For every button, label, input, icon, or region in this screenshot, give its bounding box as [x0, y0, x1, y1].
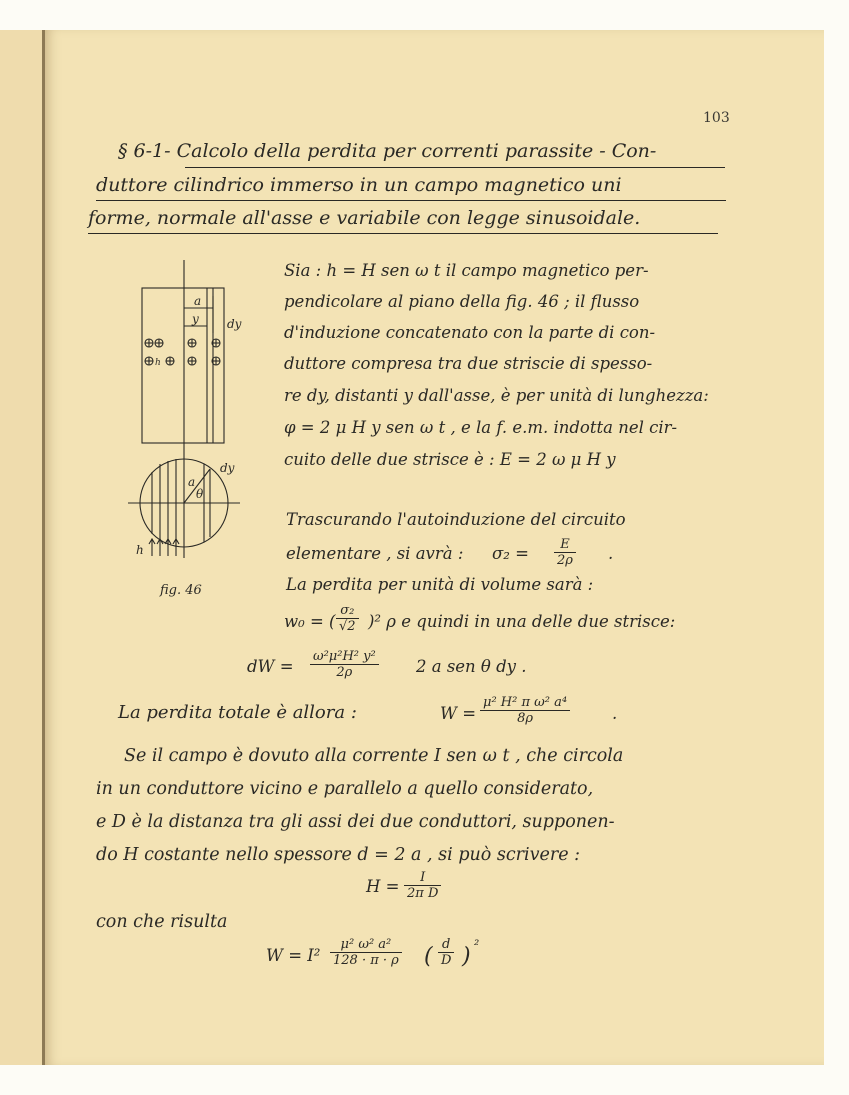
previous-page-edge — [0, 30, 44, 1065]
fig-label-a-circle: a — [188, 475, 196, 489]
figure-46 — [100, 258, 260, 598]
para1-line-6: φ = 2 μ H y sen ω t , e la f. e.m. indotta nel cir- — [284, 418, 678, 437]
h-denominator: 2π D — [407, 886, 439, 901]
page-number: 103 — [703, 110, 730, 126]
fig-label-theta: θ — [196, 487, 204, 501]
sigma-lhs: σ₂ = — [492, 544, 529, 563]
final-ratio — [438, 937, 454, 968]
final-ratio-numerator: d — [438, 937, 454, 953]
title-underline-1 — [185, 167, 725, 168]
dw-lhs: dW = — [247, 657, 294, 676]
fig-label-a: a — [194, 294, 202, 308]
final-close-paren: ) — [462, 944, 471, 969]
para1-line-1: Sia : h = H sen ω t il campo magnetico per- — [284, 261, 649, 280]
final-ratio-denominator: D — [441, 953, 452, 968]
h-lhs: H = — [366, 877, 400, 896]
w-denominator: 8ρ — [517, 711, 533, 726]
fig-label-h-marker: h — [155, 358, 161, 368]
title-underline-2 — [96, 200, 726, 201]
h-fraction — [404, 870, 441, 901]
w0-rhs: )² ρ e quindi in una delle due strisce: — [368, 612, 676, 631]
w-fraction — [480, 695, 570, 726]
para2-line-1: Trascurando l'autoinduzione del circuito — [286, 510, 626, 529]
para1-line-2: pendicolare al piano della fig. 46 ; il flusso — [284, 292, 640, 311]
section-title-line-2: duttore cilindrico immerso in un campo magnetico uni — [96, 174, 622, 196]
para1-line-4: duttore compresa tra due striscie di spesso- — [284, 354, 653, 373]
para3-line-2: in un conduttore vicino e parallelo a quello considerato, — [96, 779, 594, 799]
para1-line-5: re dy, distanti y dall'asse, è per unità di lunghezza: — [284, 386, 709, 405]
para1-line-3: d'induzione concatenato con la parte di con- — [284, 323, 656, 342]
para1-line-7: cuito delle due strisce è : E = 2 ω μ H y — [284, 450, 616, 469]
w0-lhs: w₀ = ( — [284, 612, 336, 631]
section-title-line-3: forme, normale all'asse e variabile con legge sinusoidale. — [88, 207, 641, 229]
h-numerator: I — [404, 870, 441, 886]
final-numerator: μ² ω² a² — [330, 937, 402, 953]
para3-line-1: Se il campo è dovuto alla corrente I sen ω t , che circola — [124, 746, 624, 766]
con-che-text: con che risulta — [96, 912, 228, 932]
final-lhs: W = I² — [266, 946, 321, 965]
final-denominator: 128 · π · ρ — [333, 953, 399, 968]
w0-denominator: √2 — [339, 619, 356, 634]
fig-label-h: h — [136, 543, 144, 557]
w0-numerator: σ₂ — [336, 603, 359, 619]
w0-fraction — [336, 603, 359, 634]
fig-label-dy-top: dy — [227, 317, 242, 331]
fig-label-y: y — [192, 312, 199, 326]
figure-46-drawing — [100, 258, 260, 598]
final-exponent: ² — [474, 938, 480, 953]
figure-caption: fig. 46 — [160, 583, 202, 598]
dw-rhs: 2 a sen θ dy . — [416, 657, 527, 676]
dw-numerator: ω²μ²H² y² — [310, 649, 379, 665]
para3-line-3: e D è la distanza tra gli assi dei due conduttori, supponen- — [96, 812, 615, 832]
sigma-numerator: E — [554, 537, 576, 553]
final-fraction — [330, 937, 402, 968]
final-open-paren: ( — [424, 944, 433, 969]
para3-line-4: do H costante nello spessore d = 2 a , si può scrivere : — [96, 845, 581, 865]
dw-denominator: 2ρ — [336, 665, 353, 680]
page-spine — [42, 30, 45, 1065]
w-lhs: W = — [440, 704, 477, 723]
para2-line-3: La perdita per unità di volume sarà : — [286, 575, 594, 594]
sigma-fraction — [554, 537, 576, 568]
para2-line-2: elementare , si avrà : — [286, 544, 464, 563]
w-period: . — [612, 704, 618, 723]
sigma-period: . — [608, 544, 614, 563]
dw-fraction — [310, 649, 379, 680]
sigma-denominator: 2ρ — [557, 553, 573, 568]
title-underline-3 — [88, 233, 718, 234]
total-loss-text: La perdita totale è allora : — [118, 702, 357, 723]
section-title-line-1: § 6-1- Calcolo della perdita per correnti parassite - Con- — [118, 140, 657, 162]
w-numerator: μ² H² π ω² a⁴ — [480, 695, 570, 711]
fig-label-dy-circle: dy — [220, 461, 235, 475]
